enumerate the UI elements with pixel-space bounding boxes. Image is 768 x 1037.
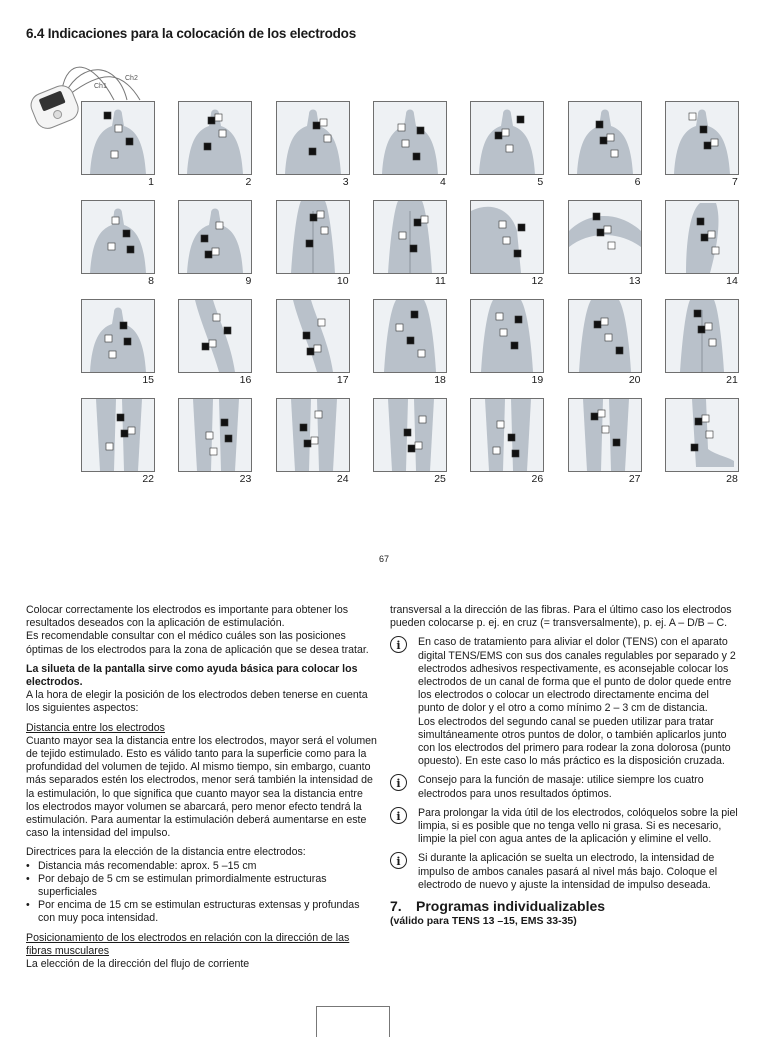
placement-panel	[567, 397, 641, 497]
body-silhouette-image	[470, 101, 544, 175]
panel-number: 25	[434, 473, 446, 485]
body-silhouette-image	[568, 398, 642, 472]
panel-number: 9	[245, 275, 252, 287]
body-silhouette-image	[665, 398, 739, 472]
section-7-title: Programas individualizables	[416, 898, 606, 915]
info-text: Si durante la aplicación se suelta un electrodo, la intensidad de impulso de ambos canales pasará al nivel más bajo. Coloque el electrodo de nuevo y ajuste la intensidad de impulso deseada.	[418, 852, 718, 891]
placement-panel	[372, 100, 446, 200]
panel-number: 3	[342, 176, 349, 188]
recommendation-paragraph: Es recomendable consultar con el médico cuáles son las posiciones óptimas de los electrodos para la zona de aplicación que se desea tratar.	[26, 630, 369, 656]
body-silhouette-image	[568, 299, 642, 373]
panel-number: 26	[531, 473, 544, 485]
directives-text: Directrices para la elección de la distancia entre electrodos:	[26, 846, 306, 859]
placement-panel	[664, 199, 738, 299]
body-silhouette-image	[81, 101, 155, 175]
panel-number: 10	[336, 275, 349, 287]
placement-panel	[469, 199, 543, 299]
body-silhouette-image	[178, 200, 252, 274]
panel-number: 17	[336, 374, 349, 386]
placement-panel	[664, 397, 738, 497]
intro-paragraph: Colocar correctamente los electrodos es importante para obtener los resultados deseados con la aplicación de estimulación.	[26, 604, 349, 630]
panel-number: 15	[142, 374, 154, 386]
body-silhouette-image	[276, 299, 350, 373]
fiber-figure-fragment	[316, 1006, 390, 1037]
section-7-heading	[390, 900, 738, 913]
panel-number: 20	[628, 374, 641, 386]
transversal-paragraph: transversal a la dirección de las fibras. Para el último caso los electrodos pueden colocarse p. ej. en cruz (= transversalmente), p. ej. A – D/B – C.	[390, 604, 732, 630]
info-icon: i	[390, 807, 407, 824]
body-silhouette-image	[276, 101, 350, 175]
body-silhouette-image	[276, 398, 350, 472]
placement-panel	[80, 199, 154, 299]
placement-panel	[80, 298, 154, 398]
body-silhouette-image	[373, 200, 447, 274]
panel-number: 8	[148, 275, 154, 287]
panel-number: 14	[726, 275, 738, 287]
electrode-placement-grid	[80, 100, 740, 492]
panel-number: 2	[245, 176, 252, 188]
panel-number: 4	[440, 176, 446, 188]
placement-panel	[275, 298, 349, 398]
placement-panel	[80, 100, 154, 200]
panel-number: 1	[148, 176, 154, 188]
page-number: 67	[378, 554, 389, 564]
placement-panel	[469, 298, 543, 398]
panel-number: 5	[537, 176, 544, 188]
ch1-label: Ch1	[94, 83, 107, 90]
panel-number: 12	[531, 275, 544, 287]
placement-panel	[567, 100, 641, 200]
placement-panel	[177, 199, 251, 299]
body-silhouette-image	[665, 299, 739, 373]
placement-panel	[664, 298, 738, 398]
section-heading: 6.4 Indicaciones para la colocación de los electrodos	[26, 26, 357, 41]
body-silhouette-image	[373, 101, 447, 175]
body-silhouette-image	[178, 101, 252, 175]
panel-number: 19	[531, 374, 544, 386]
left-column	[26, 604, 378, 971]
list-item: • Por debajo de 5 cm se estimulan primordialmente estructuras superficiales	[26, 873, 378, 899]
placement-panel	[372, 199, 446, 299]
placement-panel	[177, 298, 251, 398]
panel-number: 28	[726, 473, 738, 485]
body-silhouette-image	[373, 299, 447, 373]
info-note-loose-electrode	[390, 852, 738, 892]
placement-panel	[80, 397, 154, 497]
placement-panel	[372, 298, 446, 398]
body-silhouette-image	[665, 101, 739, 175]
panel-number: 13	[628, 275, 641, 287]
placement-panel	[372, 397, 446, 497]
placement-panel	[469, 397, 543, 497]
section-7-number: 7.	[390, 898, 402, 915]
body-silhouette-image	[470, 398, 544, 472]
info-text: Los electrodos del segundo canal se pueden utilizar para tratar simultáneamente otros puntos de dolor, o también aplicarlos junto con los electrodos del primero para rodear la zona dolorosa (punto opuesto). En este caso lo más práctico es la disposición cruzada.	[418, 715, 731, 768]
panel-number: 18	[434, 374, 446, 386]
panel-number: 23	[239, 473, 252, 485]
distance-bullet-list	[26, 860, 378, 926]
info-note-electrode-life	[390, 807, 738, 847]
silhouette-note: La silueta de la pantalla sirve como ayuda básica para colocar los electrodos.	[26, 662, 358, 689]
list-item: • Distancia más recomendable: aprox. 5 –15 cm	[26, 860, 378, 873]
placement-panel	[177, 100, 251, 200]
info-note-massage	[390, 774, 738, 800]
distance-heading: Distancia entre los electrodos	[26, 721, 165, 734]
right-column	[390, 604, 738, 928]
placement-panel	[275, 397, 349, 497]
body-silhouette-image	[81, 200, 155, 274]
info-icon: i	[390, 852, 407, 869]
ch2-label: Ch2	[125, 75, 138, 82]
body-silhouette-image	[470, 200, 544, 274]
aspects-paragraph: A la hora de elegir la posición de los electrodos deben tenerse en cuenta los siguientes aspectos:	[26, 689, 368, 715]
panel-number: 7	[731, 176, 738, 188]
placement-panel	[275, 100, 349, 200]
body-silhouette-image	[665, 200, 739, 274]
panel-number: 6	[634, 176, 641, 188]
section-7-subtitle: (válido para TENS 13 –15, EMS 33-35)	[390, 915, 577, 928]
panel-number: 11	[434, 275, 446, 287]
distance-text: Cuanto mayor sea la distancia entre los electrodos, mayor será el volumen de tejido estimulado. Esto es válido tanto para la superficie como para la profundidad del volumen de tejido. Al mismo tiempo, sin embargo, cuanto más separados estén los electrodos, menor será también la intensidad de la estimulación, lo que significa que cuanto mayor sea la distancia entre los electrodos mayor volumen se abarcará, pero menor efecto tendrá la estimulación. Para aumentar la estimulación deberá aumentarse en este caso la intensidad del impulso.	[26, 734, 377, 840]
body-silhouette-image	[81, 299, 155, 373]
body-silhouette-image	[178, 299, 252, 373]
placement-panel	[567, 298, 641, 398]
body-silhouette-image	[178, 398, 252, 472]
body-silhouette-image	[373, 398, 447, 472]
placement-panel	[567, 199, 641, 299]
panel-number: 24	[336, 473, 349, 485]
body-silhouette-image	[568, 101, 642, 175]
body-silhouette-image	[81, 398, 155, 472]
panel-number: 22	[142, 473, 154, 485]
panel-number: 21	[726, 374, 738, 386]
info-note-tens	[390, 636, 738, 768]
list-item: • Por encima de 15 cm se estimulan estructuras extensas y profundas con muy poca intensidad.	[26, 899, 378, 925]
info-icon: i	[390, 774, 407, 791]
body-silhouette-image	[568, 200, 642, 274]
placement-panel	[469, 100, 543, 200]
info-text: En caso de tratamiento para aliviar el dolor (TENS) con el aparato digital TENS/EMS con sus dos canales regulables por separado y 2 electrodos adhesivos respectivamente, es aconsejable colocar los electrodos de un canal de forma que el punto de dolor quede entre los electrodos o colocar un electrodo directamente encima del punto de dolor y el otro a como mínimo 2 – 3 cm de distancia.	[418, 636, 736, 715]
body-silhouette-image	[276, 200, 350, 274]
fiber-direction-heading: Posicionamiento de los electrodos en relación con la dirección de las fibras musculares	[26, 931, 350, 957]
panel-number: 27	[628, 473, 641, 485]
placement-panel	[275, 199, 349, 299]
placement-panel	[664, 100, 738, 200]
info-text: Consejo para la función de masaje: utilice siempre los cuatro electrodos para unos resultados óptimos.	[418, 774, 704, 800]
placement-panel	[177, 397, 251, 497]
body-silhouette-image	[470, 299, 544, 373]
fiber-direction-text: La elección de la dirección del flujo de corriente	[26, 958, 250, 971]
info-icon: i	[390, 636, 407, 653]
info-text: Para prolongar la vida útil de los electrodos, colóquelos sobre la piel limpia, si es posible que no tenga vello ni grasa. Si es necesario, limpie la piel con agua antes de la aplicación y elimine el vello.	[418, 806, 738, 846]
panel-number: 16	[239, 374, 252, 386]
